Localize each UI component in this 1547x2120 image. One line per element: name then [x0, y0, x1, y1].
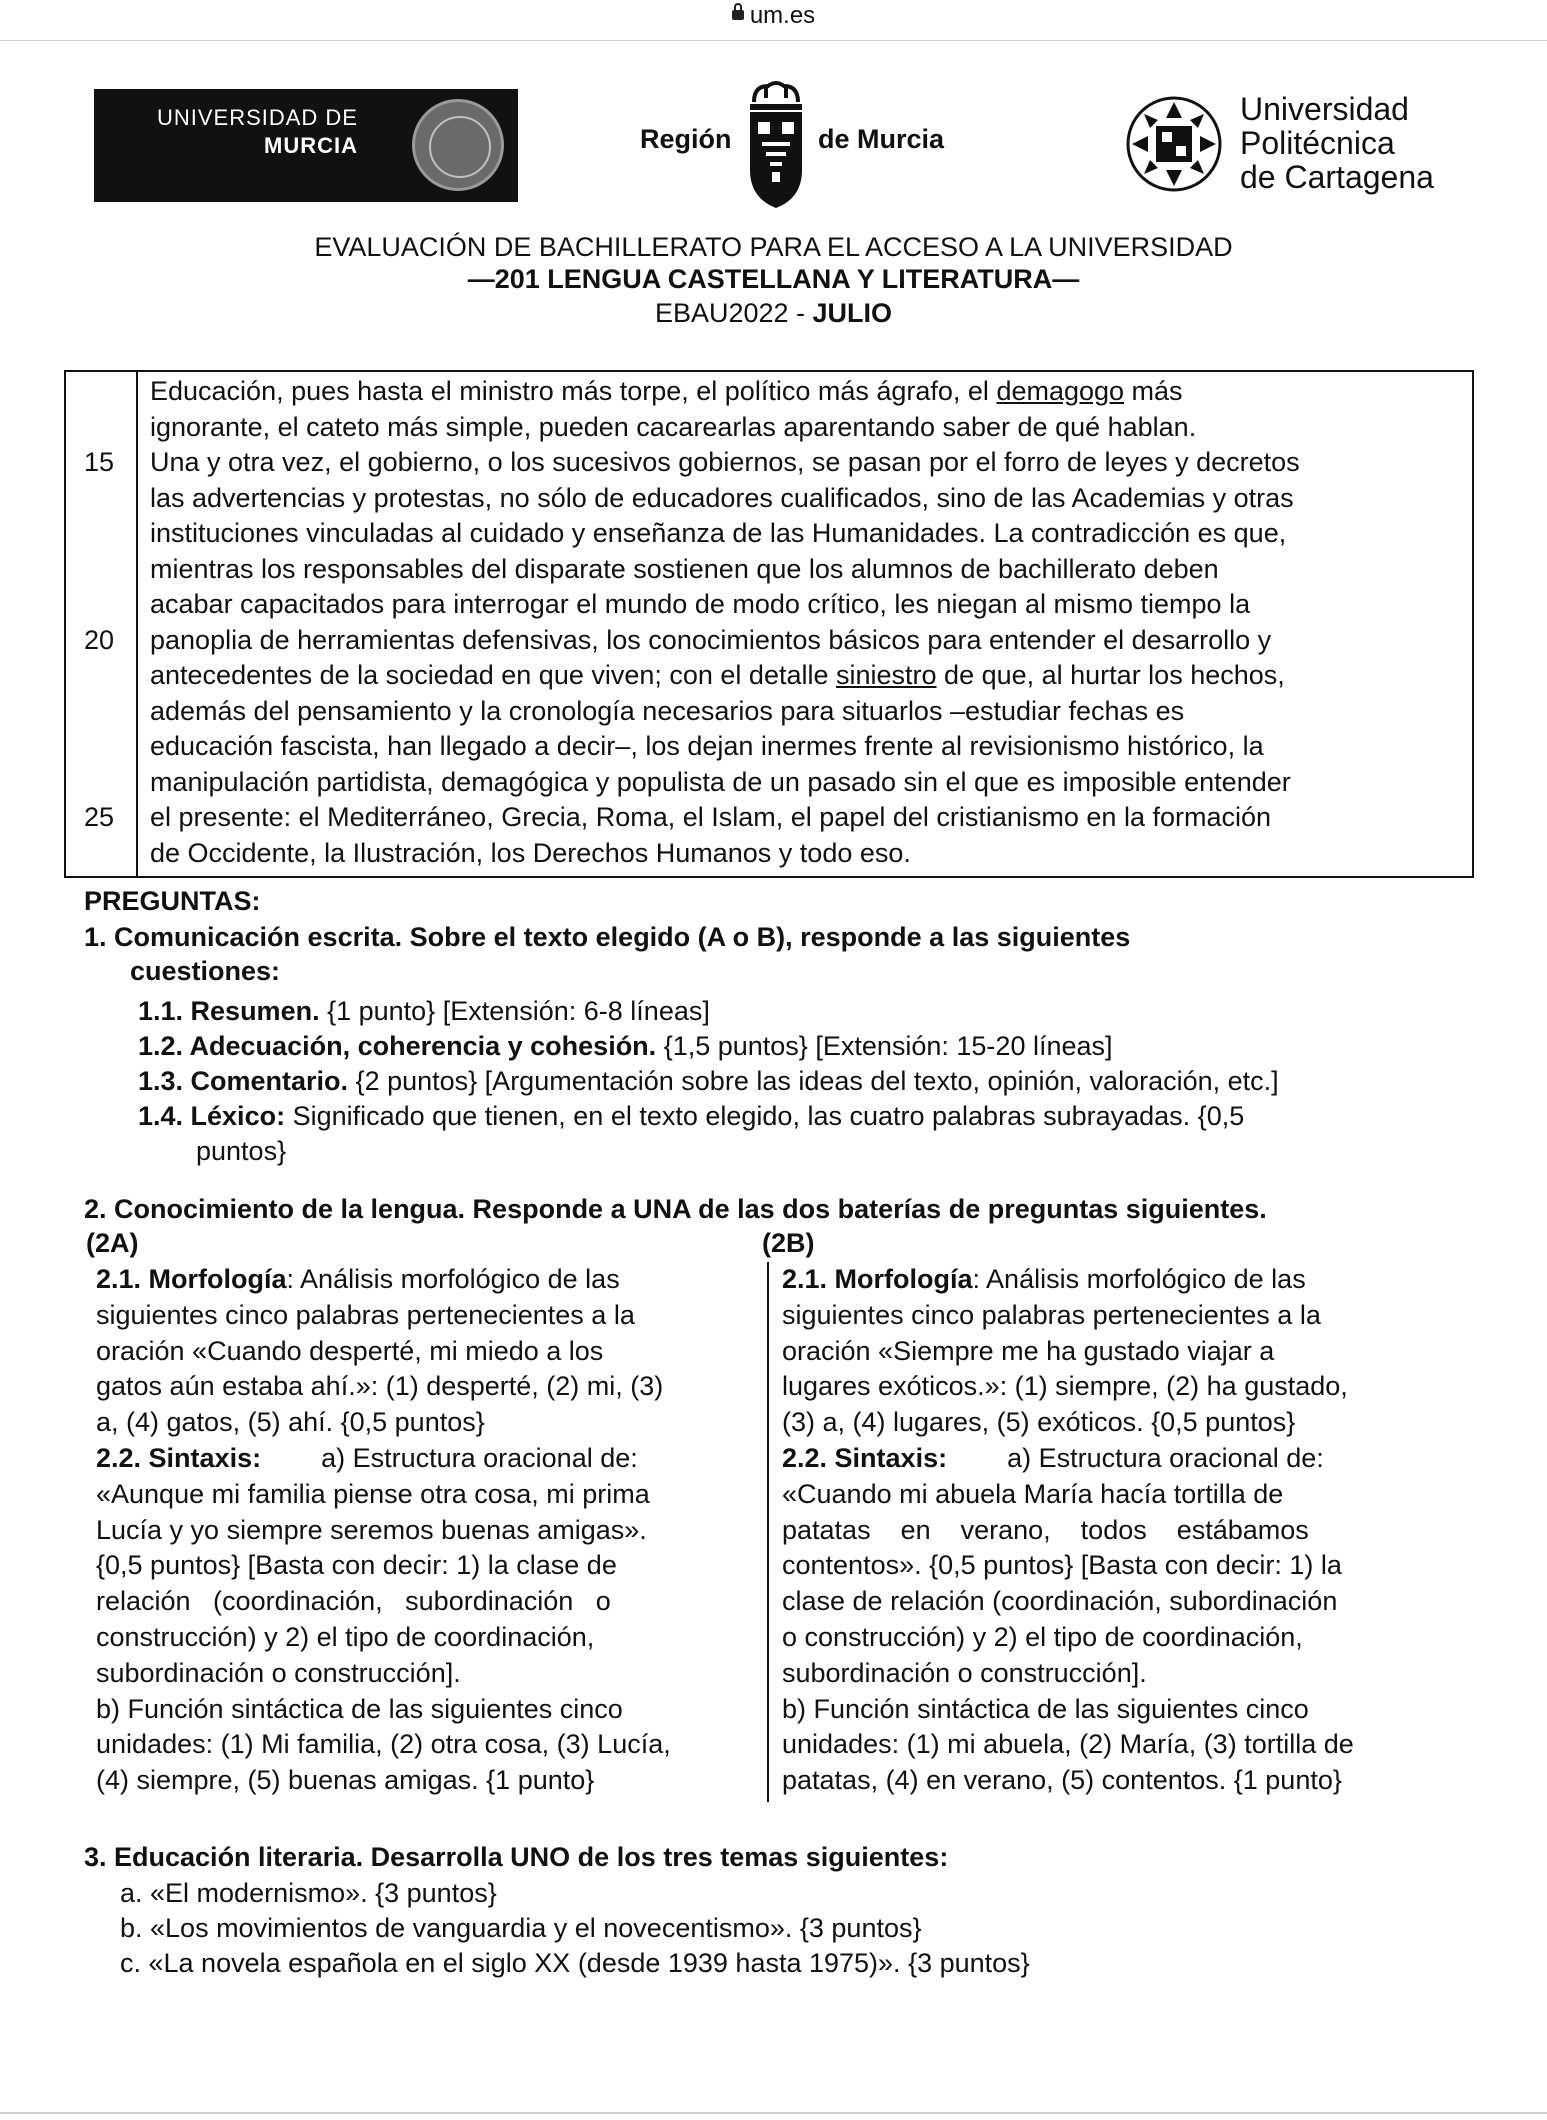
subquestion-text: subordinación o construcción]. [96, 1657, 461, 1688]
text-line-content-tail: más [1124, 376, 1183, 406]
col_2b-line [782, 1550, 1442, 1581]
question-1-1 [138, 996, 710, 1027]
text-line [150, 838, 1468, 869]
text-line [150, 660, 1468, 691]
exam-header-subject: —201 LENGUA CASTELLANA Y LITERATURA— [467, 264, 1080, 294]
um-logo-line1: UNIVERSIDAD DE [156, 105, 358, 130]
question-1-1-label: 1.1. Resumen. [138, 996, 320, 1026]
col_2b-line [782, 1622, 1442, 1653]
subquestion-text: patatas en verano, todos estábamos [782, 1514, 1309, 1545]
question-1-4-label: 1.4. Léxico: [138, 1101, 286, 1131]
col_2a-line [96, 1658, 756, 1689]
text-line-content: las advertencias y protestas, no sólo de educadores cualificados, sino de las Academias y otras [150, 482, 1294, 513]
col_2a-line [96, 1407, 756, 1438]
text-line [150, 483, 1468, 514]
col_2b-line [782, 1694, 1442, 1725]
subquestion-text: unidades: (1) Mi familia, (2) otra cosa, (3) Lucía, [96, 1729, 671, 1760]
question-1-4-text: Significado que tienen, en el texto elegido, las cuatro palabras subrayadas. {0,5 [285, 1101, 1245, 1131]
subquestion-text: construcción) y 2) el tipo de coordinación, [96, 1622, 595, 1652]
upct-line3: de Cartagena [1240, 159, 1434, 195]
subquestion-text: a) Estructura oracional de: [261, 1443, 638, 1473]
text-line-content: ignorante, el cateto más simple, pueden cacarearlas aparentando saber de qué hablan. [150, 411, 1197, 442]
question-1-4 [138, 1101, 1244, 1132]
upct-line1: Universidad [1240, 91, 1409, 127]
text-line-content: manipulación partidista, demagógica y populista de un pasado sin el que es imposible entender [150, 766, 1291, 797]
col_2b-line [782, 1300, 1442, 1331]
text-line-content: además del pensamiento y la cronología necesarios para situarlos –estudiar fechas es [150, 695, 1185, 726]
subquestion-text: {0,5 puntos} [Basta con decir: 1) la clase de [96, 1550, 617, 1581]
col_2a-line [96, 1443, 756, 1474]
exam-month: JULIO [812, 298, 893, 328]
upct-name [1240, 92, 1434, 194]
subquestion-text: clase de relación (coordinación, subordinación [782, 1586, 1338, 1617]
subquestion-label: 2.2. Sintaxis: [782, 1443, 948, 1473]
subquestion-text: a, (4) gatos, (5) ahí. {0,5 puntos} [96, 1407, 485, 1438]
subquestion-label: 2.1. Morfología [782, 1264, 973, 1294]
lock-icon [732, 10, 744, 20]
subquestion-text: siguientes cinco palabras pertenecientes a la [782, 1299, 1321, 1330]
col_2b-line [782, 1264, 1442, 1295]
question-1-3 [138, 1066, 1279, 1097]
url-display[interactable] [0, 2, 1547, 30]
text-line-content: acabar capacitados para interrogar el mundo de modo crítico, les niegan al mismo tiempo la [150, 589, 1251, 619]
subquestion-text: (3) a, (4) lugares, (5) exóticos. {0,5 puntos} [782, 1407, 1296, 1438]
subquestion-text: a) Estructura oracional de: [947, 1443, 1324, 1473]
question-1-title-cont: cuestiones: [130, 956, 281, 986]
exam-code: EBAU2022 - [654, 298, 813, 328]
col_2b-line [782, 1729, 1442, 1760]
question-1-3-text: {2 puntos} [Argumentación sobre las ideas del texto, opinión, valoración, etc.] [348, 1066, 1279, 1096]
col_2b-line [782, 1479, 1442, 1510]
subquestion-label: 2.2. Sintaxis: [96, 1443, 262, 1473]
upct-emblem-icon [1124, 94, 1224, 194]
question-2a-label: (2A) [86, 1228, 139, 1258]
line-number: 20 [83, 624, 115, 655]
col_2b-line [782, 1586, 1442, 1617]
underlined-word: demagogo [996, 376, 1125, 406]
exam-header-line1: EVALUACIÓN DE BACHILLERATO PARA EL ACCESO A LA UNIVERSIDAD [314, 232, 1233, 262]
text-line [150, 802, 1468, 833]
col_2b-line [782, 1443, 1442, 1474]
subquestion-text: b) Función sintáctica de las siguientes cinco [96, 1693, 623, 1724]
questions-title: PREGUNTAS: [84, 886, 261, 916]
region-logo-left: Región [640, 124, 732, 154]
col_2a-line [96, 1300, 756, 1331]
region-murcia-logo [640, 80, 960, 210]
text-line [150, 696, 1468, 727]
question-1-2 [138, 1031, 1113, 1062]
question-1-2-text: {1,5 puntos} [Extensión: 15-20 líneas] [656, 1031, 1113, 1061]
col_2a-line [96, 1336, 756, 1367]
region-logo-right: de Murcia [818, 124, 945, 154]
text-line [150, 447, 1468, 478]
subquestion-text: relación (coordinación, subordinación o [96, 1586, 611, 1617]
question-1-title: 1. Comunicación escrita. Sobre el texto elegido (A o B), responde a las siguientes [84, 922, 1131, 952]
upct-logo [1124, 88, 1454, 198]
col_2a-line [96, 1515, 756, 1546]
question-3-option-b: b. «Los movimientos de vanguardia y el novecentismo». {3 puntos} [120, 1913, 922, 1943]
question-2-title: 2. Conocimiento de la lengua. Responde a UNA de las dos baterías de preguntas siguientes. [84, 1194, 1267, 1224]
text-line [150, 767, 1468, 798]
text-line-content: de Occidente, la Ilustración, los Derechos Humanos y todo eso. [150, 837, 911, 868]
url-text: um.es [749, 2, 816, 29]
upct-line2: Politécnica [1240, 125, 1395, 161]
col_2a-line [96, 1586, 756, 1617]
subquestion-text: lugares exóticos.»: (1) siempre, (2) ha gustado, [782, 1371, 1348, 1402]
um-logo-line2: MURCIA [264, 133, 358, 158]
text-line-content: antecedentes de la sociedad en que viven; con el detalle [150, 660, 836, 690]
text-line [150, 376, 1468, 407]
text-line-content: educación fascista, han llegado a decir–, los dejan inermes frente al revisionismo histórico, la [150, 731, 1264, 761]
text-line-content: el presente: el Mediterráneo, Grecia, Roma, el Islam, el papel del cristianismo en la formación [150, 802, 1272, 832]
text-line [150, 412, 1468, 443]
text-line [150, 518, 1468, 549]
question-2b-label: (2B) [762, 1228, 815, 1258]
col_2b-line [782, 1407, 1442, 1438]
subquestion-label: 2.1. Morfología [96, 1264, 287, 1294]
text-line [150, 589, 1468, 620]
text-line-content: instituciones vinculadas al cuidado y enseñanza de las Humanidades. La contradicción es que, [150, 518, 1287, 548]
um-seal-icon [412, 99, 504, 191]
subquestion-text: oración «Siempre me ha gustado viajar a [782, 1335, 1275, 1366]
question-1-2-label: 1.2. Adecuación, coherencia y cohesión. [138, 1031, 657, 1061]
column-divider [767, 1262, 769, 1802]
col_2a-line [96, 1765, 756, 1796]
subquestion-text: (4) siempre, (5) buenas amigas. {1 punto} [96, 1765, 595, 1796]
col_2a-line [96, 1550, 756, 1581]
col_2a-line [96, 1264, 756, 1295]
question-1-1-text: {1 punto} [Extensión: 6-8 líneas] [319, 996, 710, 1026]
col_2b-line [782, 1336, 1442, 1367]
question-1-4-cont: puntos} [196, 1136, 287, 1166]
subquestion-text: «Aunque mi familia piense otra cosa, mi prima [96, 1478, 650, 1509]
text-line-content: Una y otra vez, el gobierno, o los sucesivos gobiernos, se pasan por el forro de leyes y decretos [150, 447, 1300, 477]
subquestion-text: b) Función sintáctica de las siguientes cinco [782, 1693, 1309, 1724]
subquestion-text: : Análisis morfológico de las [972, 1264, 1306, 1294]
line-number: 25 [83, 802, 115, 832]
col_2b-line [782, 1515, 1442, 1546]
subquestion-text: gatos aún estaba ahí.»: (1) desperté, (2) mi, (3) [96, 1371, 664, 1402]
col_2a-line [96, 1729, 756, 1760]
text-line [150, 731, 1468, 762]
subquestion-text: patatas, (4) en verano, (5) contentos. {1 punto} [782, 1765, 1342, 1796]
col_2a-line [96, 1694, 756, 1725]
subquestion-text: unidades: (1) mi abuela, (2) María, (3) tortilla de [782, 1729, 1354, 1760]
subquestion-text: Lucía y yo siempre seremos buenas amigas». [96, 1514, 647, 1545]
question-3-title: 3. Educación literaria. Desarrolla UNO de los tres temas siguientes: [84, 1842, 949, 1872]
line-number: 15 [83, 447, 115, 477]
subquestion-text: oración «Cuando desperté, mi miedo a los [96, 1335, 604, 1366]
universidad-murcia-logo [94, 89, 518, 202]
col_2b-line [782, 1658, 1442, 1689]
col_2b-line [782, 1371, 1442, 1402]
question-3-option-c: c. «La novela española en el siglo XX (desde 1939 hasta 1975)». {3 puntos} [120, 1948, 1030, 1978]
question-1-3-label: 1.3. Comentario. [138, 1066, 349, 1096]
col_2a-line [96, 1479, 756, 1510]
reading-text-box [64, 370, 1474, 878]
subquestion-text: : Análisis morfológico de las [286, 1264, 620, 1294]
text-line-content: mientras los responsables del disparate sostienen que los alumnos de bachillerato deben [150, 553, 1219, 584]
subquestion-text: siguientes cinco palabras pertenecientes a la [96, 1299, 635, 1330]
region-shield-icon [740, 80, 812, 210]
text-line-content: Educación, pues hasta el ministro más torpe, el político más ágrafo, el [150, 376, 997, 406]
subquestion-text: o construcción) y 2) el tipo de coordinación, [782, 1622, 1303, 1652]
text-line [150, 625, 1468, 656]
text-line-content-tail: de que, al hurtar los hechos, [936, 660, 1285, 690]
subquestion-text: subordinación o construcción]. [782, 1657, 1147, 1688]
page-bottom-divider [0, 2112, 1547, 2114]
browser-address-bar[interactable] [0, 0, 1547, 41]
question-3-option-a: a. «El modernismo». {3 puntos} [120, 1878, 497, 1908]
col_2a-line [96, 1622, 756, 1653]
subquestion-text: contentos». {0,5 puntos} [Basta con decir: 1) la [782, 1550, 1342, 1581]
col_2a-line [96, 1371, 756, 1402]
exam-header-session [0, 298, 1547, 329]
col_2b-line [782, 1765, 1442, 1796]
subquestion-text: «Cuando mi abuela María hacía tortilla de [782, 1478, 1284, 1509]
underlined-word: siniestro [836, 660, 937, 690]
text-line-content: panoplia de herramientas defensivas, los conocimientos básicos para entender el desarrollo y [150, 624, 1272, 655]
text-line [150, 554, 1468, 585]
